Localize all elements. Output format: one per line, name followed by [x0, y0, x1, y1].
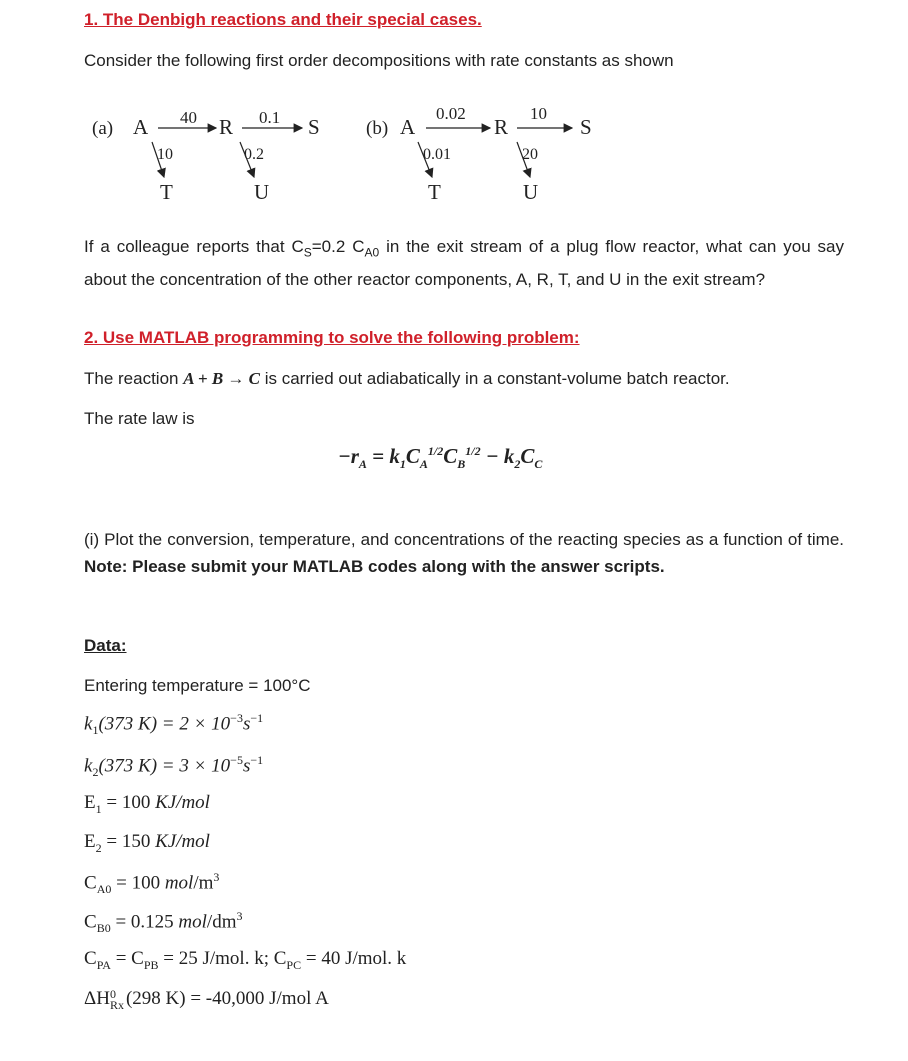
scheme-b-k-ru: 20 — [522, 146, 538, 163]
scheme-b — [366, 104, 592, 204]
section-2-heading: 2. Use MATLAB programming to solve the following problem: — [84, 328, 580, 347]
scheme-a-A: A — [133, 115, 149, 139]
scheme-b-k-rs: 10 — [530, 104, 547, 123]
scheme-a-label: (a) — [92, 118, 114, 139]
rate-law-equation: $-r_A = k_1C_A^{1/2}C_B^{1/2} - k_2C_C$ — [338, 444, 543, 472]
scheme-a-S: S — [308, 115, 320, 139]
scheme-b-A: A — [400, 115, 416, 139]
rate-law-label: The rate law is — [84, 409, 195, 428]
entering-temperature: Entering temperature = 100°C — [84, 676, 311, 695]
heat-capacity-values: $C_{PA} = C_{PB} = 25$ J/mol. k; $C_{PC} = 40$ J/mol. k — [84, 948, 407, 972]
data-heading: Data: — [84, 636, 127, 655]
section-1-question: If a colleague reports that $C_S=0.2$ $C_{A0}$ in the exit stream of a plug flow reactor, what can you say about the concentration of the other reactor components, A, R, T, and U in the exit stream? — [84, 237, 845, 290]
scheme-a-k-at: 10 — [157, 146, 173, 163]
cb0-value: $C_{B0} = 0.125$ mol/$dm^3$ — [84, 909, 243, 936]
scheme-a-k-ru: 0.2 — [244, 146, 264, 163]
reaction-statement: The reaction A + B → C is carried out adiabatically in a constant-volume batch reactor. — [84, 369, 730, 388]
heat-of-reaction: ΔH 0 Rx (298 K) = -40,000 J/mol A — [84, 986, 329, 1012]
scheme-b-k-ar: 0.02 — [436, 104, 466, 123]
ca0-value: $C_{A0} = 100$ mol/$m^3$ — [84, 870, 220, 897]
scheme-a-U: U — [254, 180, 270, 204]
scheme-b-k-at: 0.01 — [423, 146, 451, 163]
part-i-text: (i) Plot the conversion, temperature, and concentrations of the reacting species as a function of time. Note: Please submit your MATLAB codes along with the answer scripts. — [84, 530, 844, 576]
k2-value: $k_2(373$ $K) = 3 \times 10^{-5}s^{-1}$ — [84, 753, 264, 780]
scheme-a-k-ar: 40 — [180, 108, 197, 127]
scheme-a-k-rs: 0.1 — [259, 108, 281, 127]
section-1-heading: 1. The Denbigh reactions and their special cases. — [84, 10, 482, 29]
scheme-b-T: T — [428, 180, 441, 204]
scheme-a-T: T — [160, 180, 173, 204]
e1-value: $E_1 = 100$ KJ/mol — [84, 792, 210, 816]
section-1-intro: Consider the following first order decompositions with rate constants as shown — [84, 51, 674, 70]
k1-value: $k_1(373$ $K) = 2 \times 10^{-3}s^{-1}$ — [84, 711, 264, 738]
scheme-b-U: U — [523, 180, 539, 204]
e2-value: $E_2 = 150$ KJ/mol — [84, 831, 210, 855]
scheme-a-R: R — [219, 115, 234, 139]
scheme-b-label: (b) — [366, 118, 389, 139]
scheme-b-R: R — [494, 115, 509, 139]
scheme-b-S: S — [580, 115, 592, 139]
denbigh-schemes — [80, 95, 640, 210]
scheme-a — [92, 108, 320, 204]
